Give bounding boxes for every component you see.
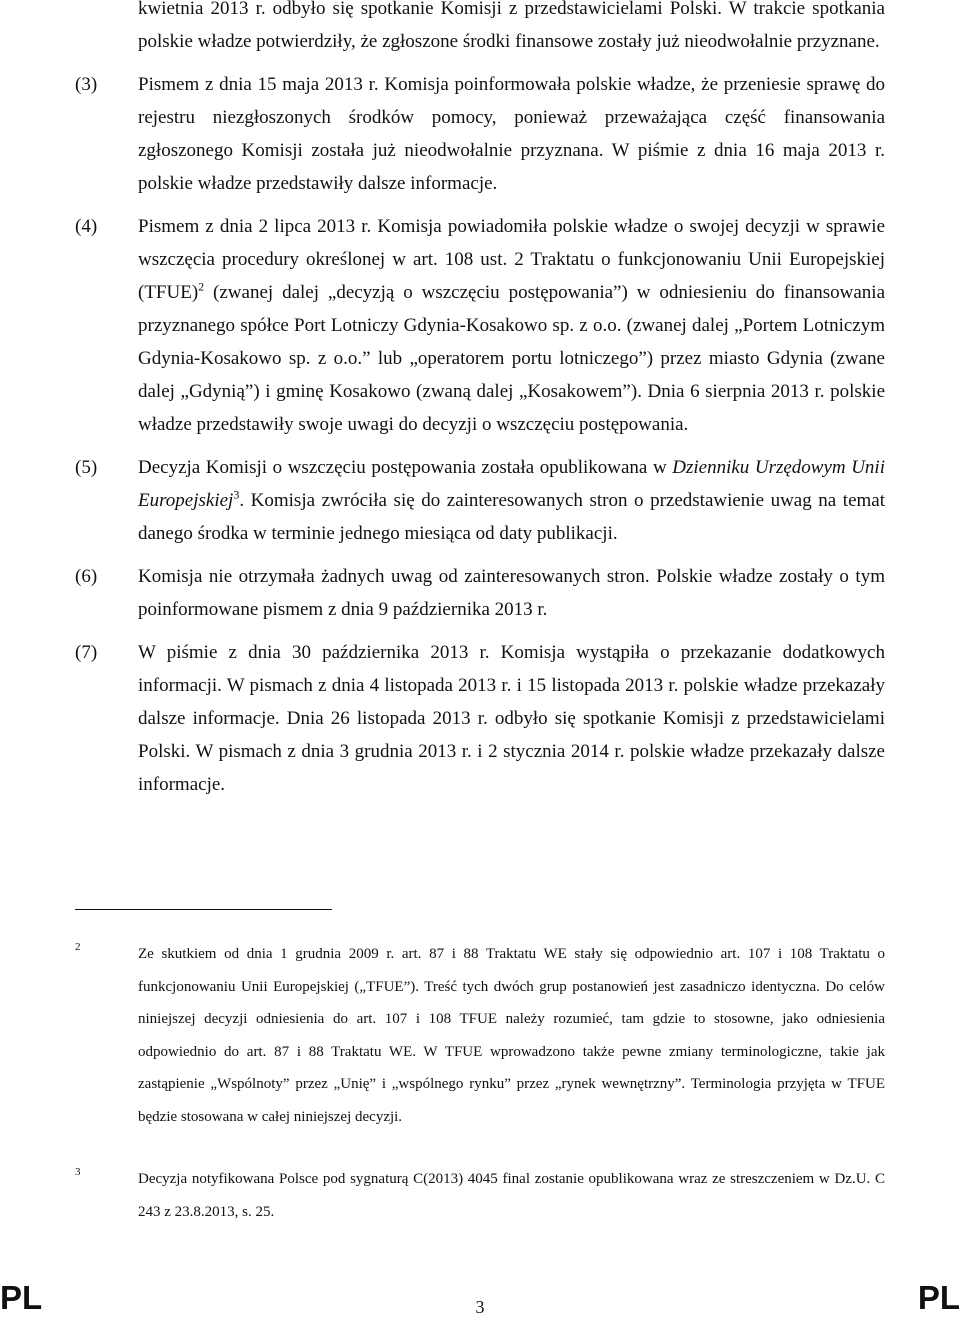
paragraph-text: Komisja nie otrzymała żadnych uwag od zainteresowanych stron. Polskie władze zostały o tym poinformowane pismem z dnia 9 października 2013 r. <box>138 566 885 620</box>
footnote-text: Decyzja notyfikowana Polsce pod sygnaturą C(2013) 4045 final zostanie opublikowana wraz ze streszczeniem w Dz.U. C 243 z 23.8.2013, s. 25. <box>138 1171 885 1220</box>
footnote-ref-2[interactable]: 2 <box>198 279 205 294</box>
page-number: 3 <box>475 1297 485 1317</box>
paragraph-text-part: . Komisja zwróciła się do zainteresowanych stron o przedstawienie uwag na temat danego środka w terminie jednego miesiąca od daty publikacji. <box>138 490 885 544</box>
paragraph-number: (4) <box>75 216 98 237</box>
paragraph-text <box>138 210 885 441</box>
paragraph-number: (5) <box>75 457 98 478</box>
document-body <box>75 0 885 801</box>
paragraph-text-part: (zwanej dalej „decyzją o wszczęciu postępowania”) w odniesieniu do finansowania przyznanego spółce Port Lotniczy Gdynia-Kosakowo sp. z o.o. (zwanej dalej „Portem Lotniczym Gdynia-Kosakowo sp. z o.o.” lub „operatorem portu lotniczego”) przez miasto Gdynia (zwane dalej „Gdynią”) i gminę Kosakowo (zwaną dalej „Kosakowem”). Dnia 6 sierpnia 2013 r. polskie władze przedstawiły swoje uwagi do decyzji o wszczęciu postępowania. <box>138 282 885 435</box>
paragraph-text <box>138 451 885 550</box>
language-code-left: PL <box>0 1279 43 1316</box>
footnote-ref-3[interactable]: 3 <box>233 487 240 502</box>
footnote-text: Ze skutkiem od dnia 1 grudnia 2009 r. art. 87 i 88 Traktatu WE stały się odpowiednio art. 107 i 108 Traktatu o funkcjonowaniu Unii Europejskiej („TFUE”). Treść tych dwóch grup postanowień jest zasadniczo identyczna. Do celów niniejszej decyzji odniesienia do art. 107 i 108 TFUE należy rozumieć, tam gdzie to stosowne, jako odniesienia odpowiednio do art. 87 i 88 Traktatu WE. W TFUE wprowadzono także pewne zmiany terminologiczne, takie jak zastąpienie „Wspólnoty” przez „Unię” i „wspólnego rynku” przez „rynek wewnętrzny”. Terminologia przyjęta w TFUE będzie stosowana w całej niniejszej decyzji. <box>138 946 885 1125</box>
paragraph-text-part: Pismem z dnia 2 lipca 2013 r. Komisja powiadomiła polskie władze o swojej decyzji w sprawie wszczęcia procedury określonej w art. 108 ust. 2 Traktatu o funkcjonowaniu Unii Europejskiej (TFUE) <box>138 216 885 303</box>
footnote-number: 3 <box>75 1166 81 1178</box>
journal-title: Dzienniku Urzędowym Unii Europejskiej <box>138 457 885 511</box>
paragraph-text: W piśmie z dnia 30 października 2013 r. Komisja wystąpiła o przekazanie dodatkowych informacji. W pismach z dnia 4 listopada 2013 r. i 15 listopada 2013 r. polskie władze przekazały dalsze informacje. Dnia 26 listopada 2013 r. odbyło się spotkanie Komisji z przedstawicielami Polski. W pismach z dnia 3 grudnia 2013 r. i 2 stycznia 2014 r. polskie władze przekazały dalsze informacje. <box>138 642 885 795</box>
language-code-right: PL <box>917 1279 960 1316</box>
footnote-number: 2 <box>75 941 81 953</box>
paragraph-number: (7) <box>75 642 98 663</box>
paragraph-text-part: Decyzja Komisji o wszczęciu postępowania została opublikowana w <box>138 457 673 478</box>
continuation-text: kwietnia 2013 r. odbyło się spotkanie Komisji z przedstawicielami Polski. W trakcie spotkania polskie władze potwierdziły, że zgłoszone środki finansowe zostały już nieodwołalnie przyznane. <box>138 0 885 52</box>
footnote-3 <box>75 1163 885 1228</box>
paragraph-7 <box>75 636 885 801</box>
paragraph-5 <box>75 451 885 550</box>
footnote-2 <box>75 938 885 1133</box>
paragraph-text: Pismem z dnia 15 maja 2013 r. Komisja poinformowała polskie władze, że przeniesie sprawę do rejestru niezgłoszonych środków pomocy, ponieważ przeważająca część finansowania zgłoszonego Komisji została już nieodwołalnie przyznana. W piśmie z dnia 16 maja 2013 r. polskie władze przedstawiły dalsze informacje. <box>138 74 885 194</box>
paragraph-3 <box>75 68 885 200</box>
footnote-separator <box>75 909 332 910</box>
paragraph-number: (6) <box>75 566 98 587</box>
paragraph-4 <box>75 210 885 441</box>
paragraph-6 <box>75 560 885 626</box>
paragraph-number: (3) <box>75 74 98 95</box>
